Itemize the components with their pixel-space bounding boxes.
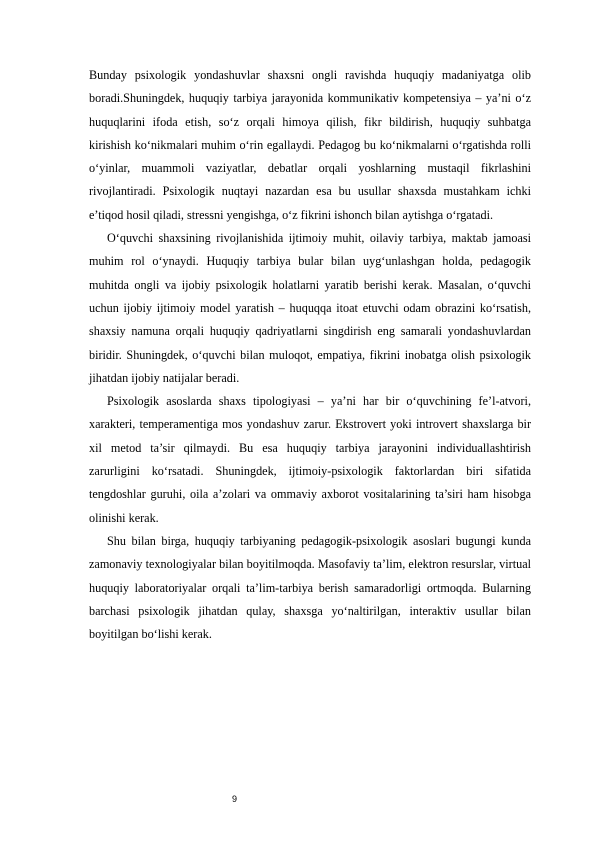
page-number: 9	[232, 794, 238, 804]
paragraph-3: Psixologik asoslarda shaxs tipologiyasi – ya’ni har bir o‘quvchining fe’l-atvori, xarakteri, temperamentiga mos yondashuv zarur. Ekstrovert yoki introvert shaxslarga bir xil metod ta’sir qilmaydi. Bu esa huquqiy tarbiya jarayonini individuallashtirish zarurligini ko‘rsatadi. Shuningdek, ijtimoiy-psixologik faktorlardan biri sifatida tengdoshlar guruhi, oila a’zolari va ommaviy axborot vositalarining ta’siri ham hisobga olinishi kerak.	[89, 394, 531, 525]
document-page	[89, 64, 531, 646]
paragraph-4: Shu bilan birga, huquqiy tarbiyaning pedagogik-psixologik asoslari bugungi kunda zamonaviy texnologiyalar bilan boyitilmoqda. Masofaviy ta’lim, elektron resurslar, virtual huquqiy laboratoriyalar orqali ta’lim-tarbiya berish samaradorligi ortmoqda. Bularning barchasi psixologik jihatdan qulay, shaxsga yo‘naltirilgan, interaktiv usullar bilan boyitilgan bo‘lishi kerak.	[89, 533, 531, 642]
paragraph-2: O‘quvchi shaxsining rivojlanishida ijtimoiy muhit, oilaviy tarbiya, maktab jamoasi muhim rol o‘ynaydi. Huquqiy tarbiya bular bilan uyg‘unlashgan holda, pedagogik muhitda ongli va ijobiy psixologik holatlarni yaratib berishi kerak. Masalan, o‘quvchi uchun ijobiy ijtimoiy model yaratish – huquqqa itoat etuvchi odam obrazini ko‘rsatish, shaxsiy namuna orqali huquqiy qadriyatlarni singdirish eng samarali yondashuvlardan biridir. Shuningdek, o‘quvchi bilan muloqot, empatiya, fikrini inobatga olish psixologik jihatdan ijobiy natijalar beradi.	[89, 231, 531, 385]
paragraph-1: Bunday psixologik yondashuvlar shaxsni ongli ravishda huquqiy madaniyatga olib boradi.Shuningdek, huquqiy tarbiya jarayonida kommunikativ kompetensiya – ya’ni o‘z huquqlarini ifoda etish, so‘z orqali himoya qilish, fikr bildirish, huquqiy suhbatga kirishish ko‘nikmalari muhim o‘rin egallaydi. Pedagog bu ko‘nikmalarni o‘rgatishda rolli o‘yinlar, muammoli vaziyatlar, debatlar orqali yoshlarning mustaqil fikrlashini rivojlantiradi. Psixologik nuqtayi nazardan esa bu usullar shaxsda mustahkam ichki e’tiqod hosil qiladi, stressni yengishga, o‘z fikrini ishonch bilan aytishga o‘rgatadi.	[89, 68, 531, 222]
